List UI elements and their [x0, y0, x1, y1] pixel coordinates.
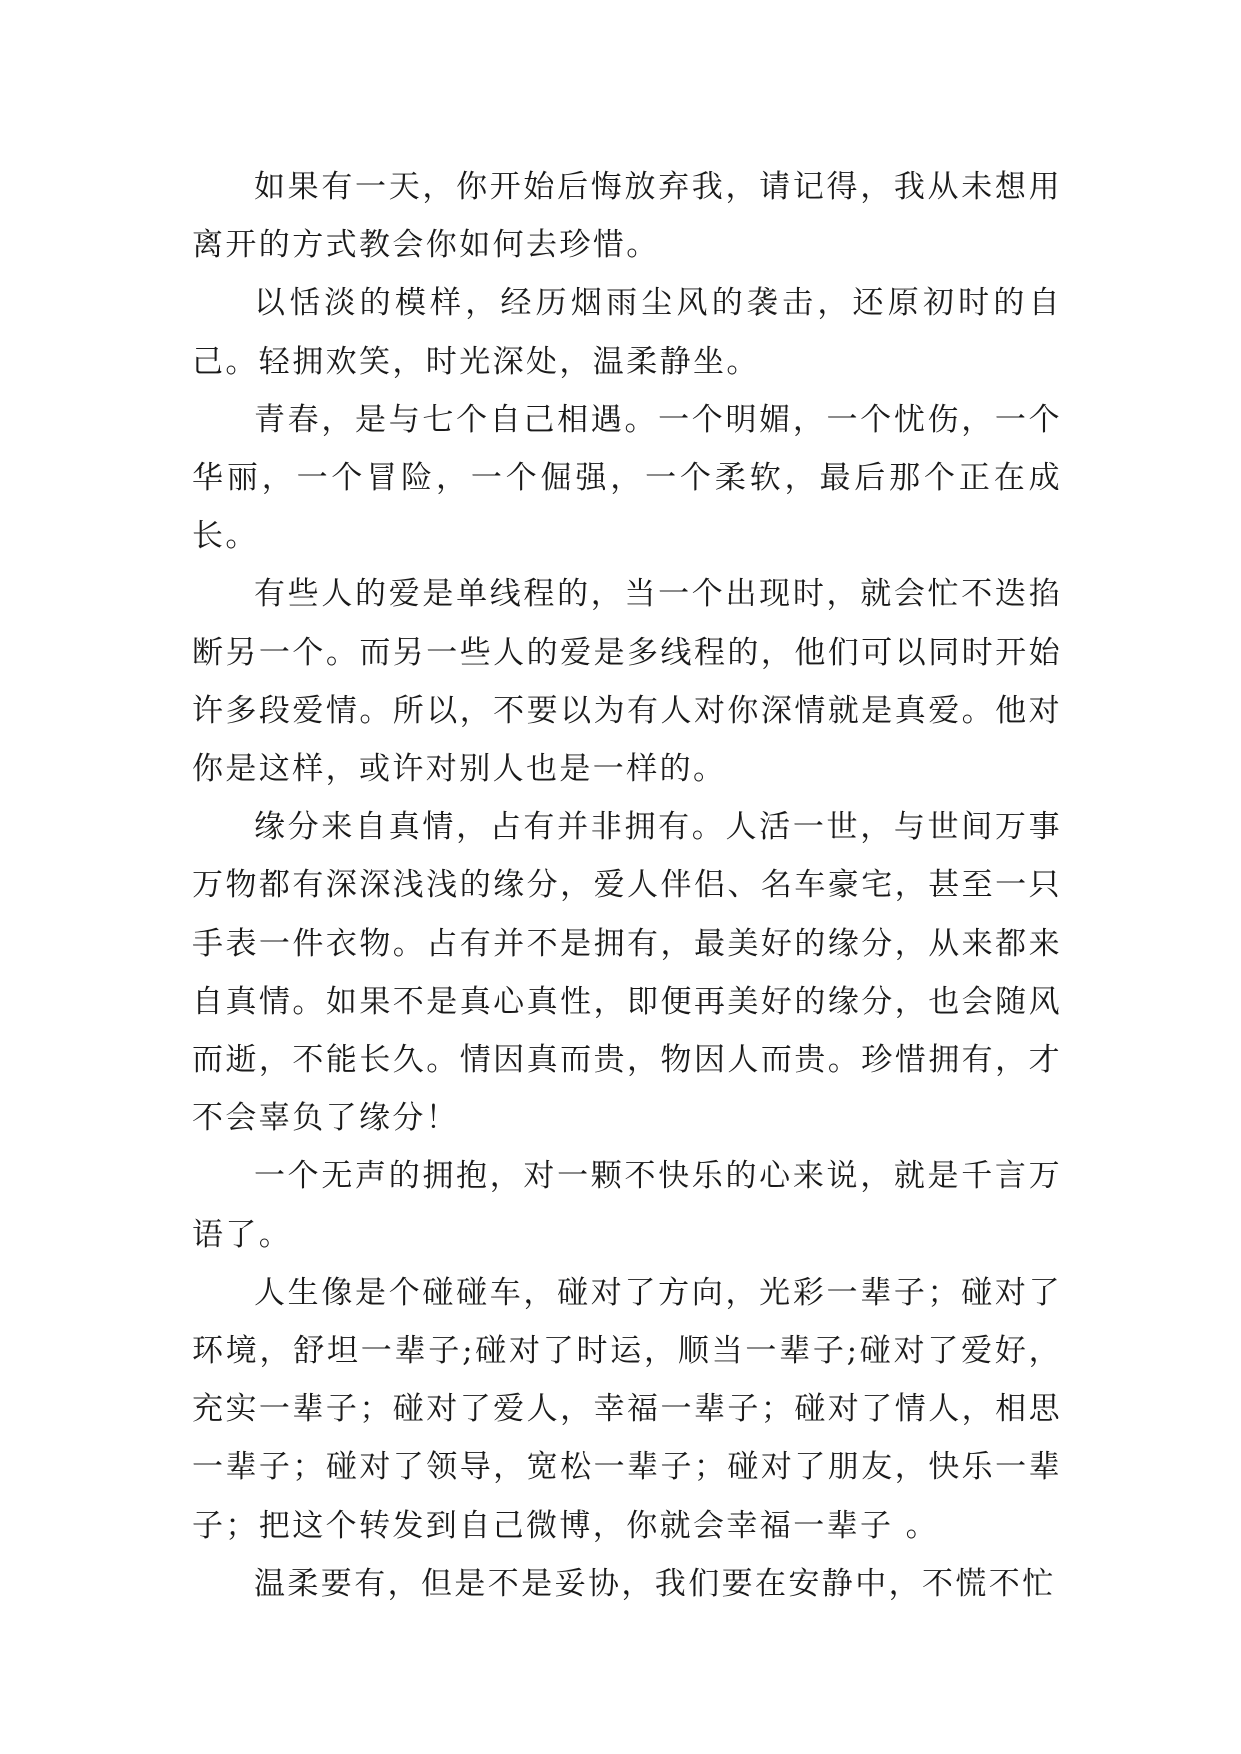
- paragraph: 温柔要有，但是不是妥协，我们要在安静中，不慌不忙: [254, 1565, 1056, 1602]
- paragraph: 青春，是与七个自己相遇。一个明媚，一个忧伤，一个华丽，一个冒险，一个倔强，一个柔软，最后那个正在成长。: [192, 401, 1062, 555]
- paragraph: 缘分来自真情，占有并非拥有。人活一世，与世间万事万物都有深深浅浅的缘分，爱人伴侣、名车豪宅，甚至一只手表一件衣物。占有并不是拥有，最美好的缘分，从来都来自真情。如果不是真心真性，即便再美好的缘分，也会随风而逝，不能长久。情因真而贵，物因人而贵。珍惜拥有，才不会辜负了缘分！: [192, 809, 1062, 1137]
- paragraph: 一个无声的拥抱，对一颗不快乐的心来说，就是千言万语了。: [192, 1158, 1062, 1253]
- paragraph: 如果有一天，你开始后悔放弃我，请记得，我从未想用离开的方式教会你如何去珍惜。: [192, 169, 1062, 264]
- paragraph: 人生像是个碰碰车，碰对了方向，光彩一辈子；碰对了环境，舒坦一辈子;碰对了时运，顺当一辈子;碰对了爱好，充实一辈子；碰对了爱人，幸福一辈子；碰对了情人，相思一辈子；碰对了领导，宽松一辈子；碰对了朋友，快乐一辈子；把这个转发到自己微博，你就会幸福一辈子 。: [192, 1274, 1062, 1544]
- paragraph: 有些人的爱是单线程的，当一个出现时，就会忙不迭掐断另一个。而另一些人的爱是多线程的，他们可以同时开始许多段爱情。所以，不要以为有人对你深情就是真爱。他对你是这样，或许对别人也是一样的。: [192, 576, 1062, 788]
- document-body: [192, 158, 1062, 1613]
- paragraph: 以恬淡的模样，经历烟雨尘风的袭击，还原初时的自己。轻拥欢笑，时光深处，温柔静坐。: [192, 285, 1062, 380]
